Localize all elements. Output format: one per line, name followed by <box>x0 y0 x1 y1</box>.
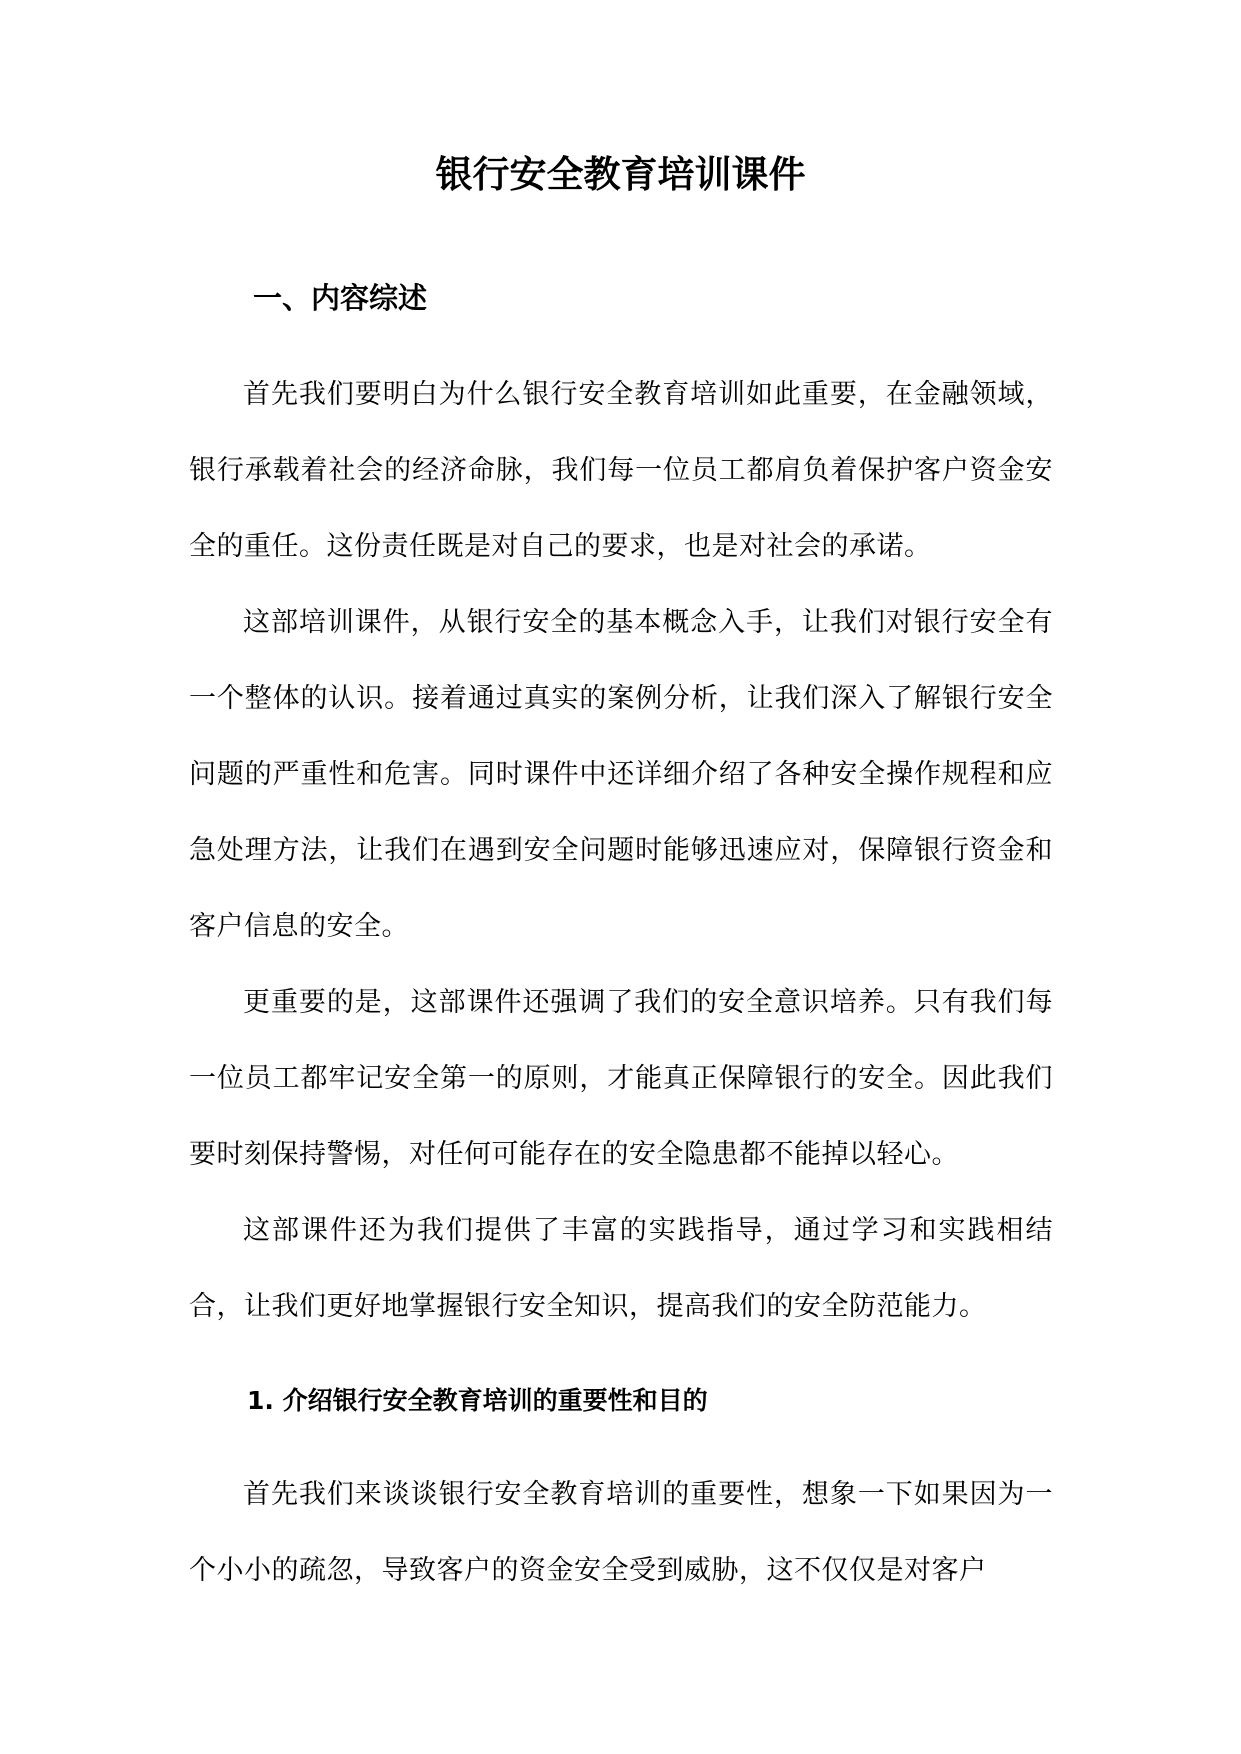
paragraph: 首先我们来谈谈银行安全教育培训的重要性，想象一下如果因为一个小小的疏忽，导致客户的资金安全受到威胁，这不仅仅是对客户 <box>189 1479 1053 1586</box>
section-heading-overview: 一、内容综述 <box>253 281 428 315</box>
paragraph: 首先我们要明白为什么银行安全教育培训如此重要，在金融领域，银行承载着社会的经济命脉，我们每一位员工都肩负着保护客户资金安全的重任。这份责任既是对自己的要求，也是对社会的承诺。 <box>189 379 1053 562</box>
document-title: 银行安全教育培训课件 <box>435 153 806 196</box>
paragraph: 这部课件还为我们提供了丰富的实践指导，通过学习和实践相结合，让我们更好地掌握银行安全知识，提高我们的安全防范能力。 <box>189 1215 1053 1322</box>
paragraph: 这部培训课件，从银行安全的基本概念入手，让我们对银行安全有一个整体的认识。接着通过真实的案例分析，让我们深入了解银行安全问题的严重性和危害。同时课件中还详细介绍了各种安全操作规程和应急处理方法，让我们在遇到安全问题时能够迅速应对，保障银行资金和客户信息的安全。 <box>189 607 1053 942</box>
subsection-heading-importance: 1. 介绍银行安全教育培训的重要性和目的 <box>247 1386 708 1415</box>
paragraph: 更重要的是，这部课件还强调了我们的安全意识培养。只有我们每一位员工都牢记安全第一的原则，才能真正保障银行的安全。因此我们要时刻保持警惕，对任何可能存在的安全隐患都不能掉以轻心。 <box>189 987 1053 1170</box>
